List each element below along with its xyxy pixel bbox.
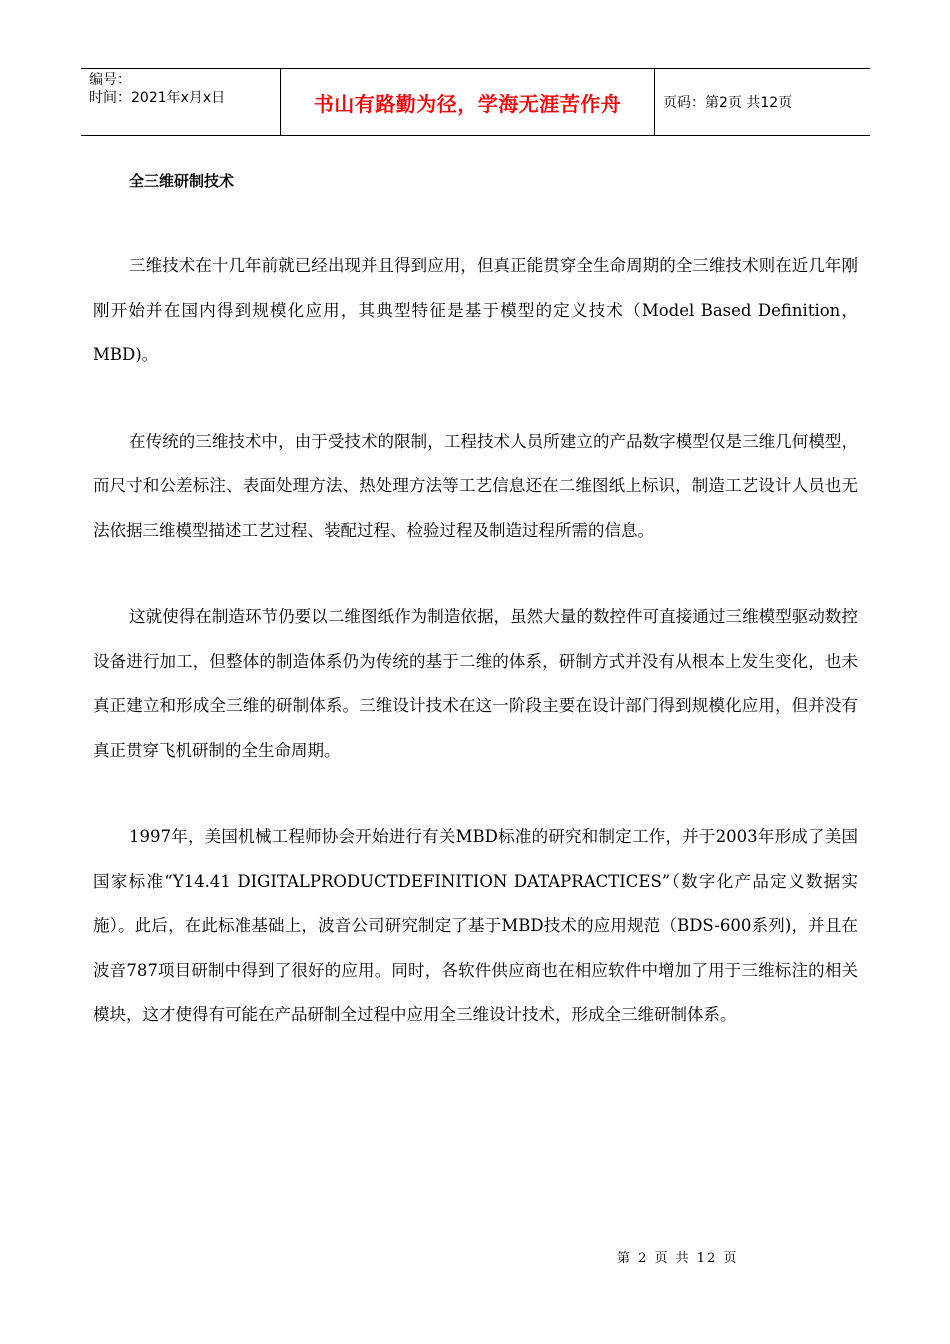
paragraph-1: 三维技术在十几年前就已经出现并且得到应用，但真正能贯穿全生命周期的全三维技术则在近几年刚刚开始并在国内得到规模化应用，其典型特征是基于模型的定义技术（Model Based Definition，MBD)。 xyxy=(93,256,858,364)
header-meta-cell xyxy=(81,69,281,135)
document-body xyxy=(93,166,858,1038)
document-date: 时间：2021年x月x日 xyxy=(89,90,226,106)
section-title: 全三维研制技术 xyxy=(129,172,235,190)
document-number-label: 编号： xyxy=(89,72,131,88)
paragraph-2: 在传统的三维技术中，由于受技术的限制，工程技术人员所建立的产品数字模型仅是三维几何模型，而尺寸和公差标注、表面处理方法、热处理方法等工艺信息还在二维图纸上标识，制造工艺设计人员也无法依据三维模型描述工艺过程、装配过程、检验过程及制造过程所需的信息。 xyxy=(93,431,858,540)
paragraph-4: 1997年，美国机械工程师协会开始进行有关MBD标准的研究和制定工作，并于2003年形成了美国国家标准“Y14.41 DIGITALPRODUCTDEFINITION DATAPRACTICES”（数字化产品定义数据实施）。此后，在此标准基础上，波音公司研究制定了基于MBD技术的应用规范（BDS-600系列)，并且在波音787项目研制中得到了很好的应用。同时，各软件供应商也在相应软件中增加了用于三维标注的相关模块，这才使得有可能在产品研制全过程中应用全三维设计技术，形成全三维研制体系。 xyxy=(93,827,858,1024)
header-motto: 书山有路勤为径，学海无涯苦作舟 xyxy=(281,69,655,135)
paragraph-3: 这就使得在制造环节仍要以二维图纸作为制造依据，虽然大量的数控件可直接通过三维模型驱动数控设备进行加工，但整体的制造体系仍为传统的基于二维的体系，研制方式并没有从根本上发生变化，也未真正建立和形成全三维的研制体系。三维设计技术在这一阶段主要在设计部门得到规模化应用，但并没有真正贯穿飞机研制的全生命周期。 xyxy=(93,607,858,760)
header-page-info: 页码：第2页 共12页 xyxy=(663,95,793,111)
footer-page-number: 第 2 页 共 12 页 xyxy=(617,1251,739,1266)
header-table xyxy=(81,68,870,136)
